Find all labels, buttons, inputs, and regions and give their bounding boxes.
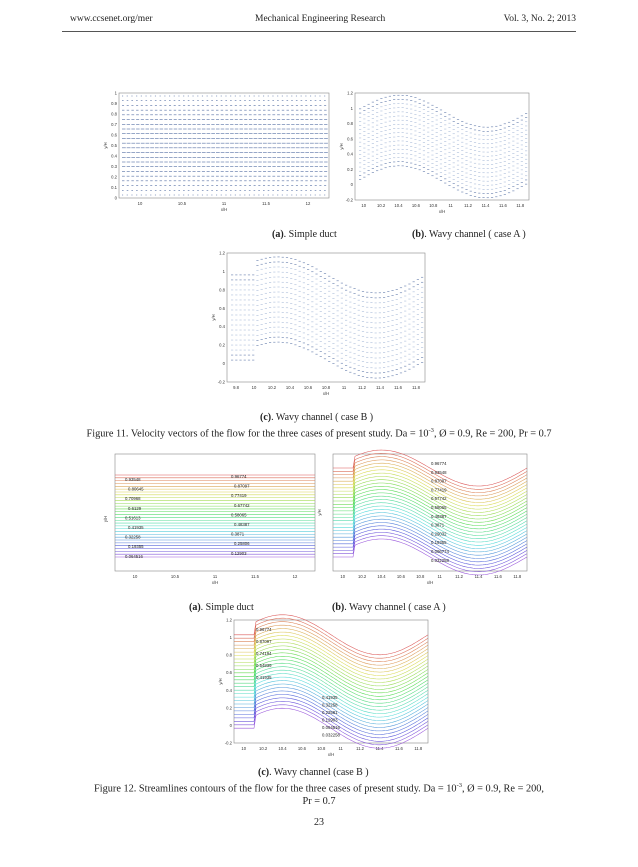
streamline-label: 0.58065 xyxy=(431,505,447,510)
y-tick-label: 0 xyxy=(350,182,353,188)
plot-frame xyxy=(119,93,329,198)
figure-11-caption: Figure 11. Velocity vectors of the flow for the three cases of present study. $Da = 10^{-3}$, Ø = 0.9, Re = 200, Pr = 0.7 xyxy=(86,427,552,440)
streamline xyxy=(333,457,527,493)
x-tick-label: 11.4 xyxy=(481,203,490,208)
y-tick-label: 0.8 xyxy=(347,121,353,127)
streamline xyxy=(333,529,527,565)
streamline xyxy=(333,526,527,562)
x-tick-label: 10.5 xyxy=(170,574,180,579)
x-tick-label: 11.4 xyxy=(375,746,384,751)
streamline xyxy=(333,509,527,545)
plot-frame xyxy=(115,454,315,571)
streamline-label: 0.87097 xyxy=(431,478,447,484)
streamline xyxy=(333,490,527,526)
fig12a-plot xyxy=(97,449,319,589)
x-tick-label: 11 xyxy=(221,201,227,206)
y-tick-label: 0.6 xyxy=(226,670,232,676)
x-tick-label: 11.5 xyxy=(251,574,259,579)
y-tick-label: 0.6 xyxy=(219,305,225,311)
y-tick-label: 1 xyxy=(350,105,353,111)
x-tick-label: 10 xyxy=(340,574,346,579)
streamline xyxy=(333,496,527,532)
y-tick-label: 1 xyxy=(114,90,117,96)
x-axis-label: x/H xyxy=(220,207,228,212)
header-volume: Vol. 3, No. 2; 2013 xyxy=(503,14,576,24)
header-rule xyxy=(62,31,576,32)
streamline xyxy=(333,450,527,486)
streamline-label: 0.93548 xyxy=(431,469,447,475)
y-tick-label: 0.9 xyxy=(111,101,117,106)
x-tick-label: 11.8 xyxy=(414,746,423,751)
streamline-label: 0.58065 xyxy=(231,512,247,518)
fig12a-caption: (a). Simple duct xyxy=(189,602,254,613)
x-tick-label: 11.6 xyxy=(493,574,502,579)
streamline-label: 0.67742 xyxy=(234,502,250,508)
streamline-label: 0.19355 xyxy=(128,544,144,550)
fig11b-plot xyxy=(333,88,533,215)
streamline xyxy=(333,467,527,503)
streamline-label: 0.87097 xyxy=(234,483,250,489)
x-tick-label: 10.4 xyxy=(377,574,386,579)
y-axis-label: y/H xyxy=(103,142,108,149)
fig12c-caption: (c). Wavy channel (case B ) xyxy=(258,767,369,778)
y-axis-label: y/H xyxy=(317,509,322,516)
streamline-label: 0.6129 xyxy=(128,505,142,511)
streamline xyxy=(333,460,527,496)
streamline-label: 0.70968 xyxy=(125,496,141,502)
streamline-label: 0.54839 xyxy=(256,663,272,668)
streamline-label: 0.51613 xyxy=(125,515,141,521)
x-tick-label: 11.2 xyxy=(358,385,366,390)
fig11c-plot xyxy=(205,248,429,398)
streamline-label: 0.41935 xyxy=(322,695,338,700)
y-tick-label: -0.2 xyxy=(345,197,353,203)
x-axis-label: x/H xyxy=(322,391,330,396)
streamline xyxy=(333,519,527,555)
streamline xyxy=(333,523,527,559)
x-tick-label: 10.6 xyxy=(411,203,420,208)
x-tick-label: 10.4 xyxy=(394,203,403,208)
streamline-label: 0.77419 xyxy=(231,493,247,499)
x-tick-label: 12 xyxy=(305,201,311,206)
fig11b-caption: (b). Wavy channel ( case A ) xyxy=(412,229,526,240)
y-tick-label: 0.2 xyxy=(226,705,232,711)
streamline xyxy=(333,536,527,572)
header-journal: Mechanical Engineering Research xyxy=(255,14,386,24)
y-tick-label: 1.2 xyxy=(347,90,353,96)
y-tick-label: 1 xyxy=(222,268,225,274)
y-tick-label: 1.2 xyxy=(219,250,225,256)
x-tick-label: 10.8 xyxy=(321,385,331,390)
y-axis-label: y/H xyxy=(339,143,344,150)
x-tick-label: 11.2 xyxy=(464,203,473,208)
y-axis-label: y/H xyxy=(103,515,108,523)
x-tick-label: 11.8 xyxy=(412,385,420,390)
x-tick-label: 11 xyxy=(212,574,218,579)
x-axis-label: x/H xyxy=(426,580,434,585)
streamline-label: 0.80645 xyxy=(128,486,144,492)
x-tick-label: 11 xyxy=(341,385,347,390)
streamline xyxy=(333,473,527,509)
y-tick-label: 0.4 xyxy=(111,153,117,159)
x-tick-label: 11.8 xyxy=(516,203,525,208)
x-tick-label: 10 xyxy=(132,574,138,579)
streamline-label: 0.48387 xyxy=(234,522,250,527)
y-tick-label: 0 xyxy=(229,722,232,728)
y-tick-label: 0.5 xyxy=(111,143,117,148)
streamline xyxy=(333,506,527,542)
fig11a-plot xyxy=(97,88,333,215)
x-tick-label: 10 xyxy=(137,201,143,206)
streamline-label: 0.032258 xyxy=(431,557,449,563)
x-axis-label: x/H xyxy=(327,752,335,757)
streamline-label: 0.3871 xyxy=(431,522,445,528)
streamline-label: 0.41935 xyxy=(128,525,144,530)
x-tick-label: 11.6 xyxy=(394,385,402,390)
y-tick-label: 0.4 xyxy=(226,687,232,693)
x-tick-label: 12 xyxy=(292,574,298,579)
y-tick-label: 0.7 xyxy=(111,122,117,127)
streamline xyxy=(333,539,527,575)
page-number: 23 xyxy=(314,817,324,828)
y-tick-label: 0.6 xyxy=(347,136,353,142)
streamline-label: 0.064516 xyxy=(125,553,143,559)
figure-12-caption: Figure 12. Streamlines contours of the flow for the three cases of present study. $Da = 10^{-3}$, Ø = 0.9, Re = 200, Pr = 0.7 xyxy=(94,782,544,808)
x-tick-label: 11.4 xyxy=(474,574,483,579)
x-tick-label: 10 xyxy=(251,385,257,390)
x-tick-label: 10.2 xyxy=(377,203,386,208)
streamline-label: 0.064516 xyxy=(322,725,340,730)
y-axis-label: y/H xyxy=(211,314,216,321)
streamline-label: 0.12903 xyxy=(322,717,338,723)
streamline-label: 0.96774 xyxy=(256,627,272,632)
streamline xyxy=(333,503,527,539)
streamline-label: 0.96774 xyxy=(231,474,247,479)
y-tick-label: 1.2 xyxy=(226,617,232,623)
x-tick-label: 10.4 xyxy=(278,746,287,751)
streamline-label: 0.32258 xyxy=(125,534,141,540)
x-tick-label: 11.2 xyxy=(455,574,464,579)
streamline xyxy=(333,513,527,552)
y-tick-label: 0.3 xyxy=(111,164,117,169)
x-tick-label: 11 xyxy=(338,746,343,751)
y-tick-label: 0 xyxy=(222,361,225,367)
y-tick-label: -0.2 xyxy=(224,740,232,746)
x-tick-label: 11.6 xyxy=(394,746,403,751)
streamline xyxy=(333,483,527,519)
streamline xyxy=(333,463,527,502)
x-tick-label: 10 xyxy=(361,203,367,208)
streamline-label: 0.74194 xyxy=(256,651,272,656)
y-tick-label: 0.4 xyxy=(219,324,225,330)
y-tick-label: 0.1 xyxy=(111,185,117,190)
plot-frame xyxy=(355,93,529,200)
streamline-label: 0.12903 xyxy=(231,550,247,556)
streamline xyxy=(333,453,527,489)
plot-frame xyxy=(227,253,425,382)
fig11c-caption: (c). Wavy channel ( case B ) xyxy=(260,412,374,423)
streamline-label: 0.22581 xyxy=(322,710,338,715)
streamline-label: 0.25806 xyxy=(234,541,250,547)
streamline-label: 0.29032 xyxy=(431,531,447,537)
streamline-label: 0.19355 xyxy=(431,540,447,546)
y-tick-label: -0.2 xyxy=(217,379,225,385)
y-tick-label: 0.8 xyxy=(219,287,225,293)
streamline-label: 0.67742 xyxy=(431,496,447,502)
x-tick-label: 10.8 xyxy=(317,746,326,751)
x-tick-label: 10.5 xyxy=(177,201,187,206)
streamline-label: 0.77419 xyxy=(431,487,447,493)
x-tick-label: 11.4 xyxy=(376,385,384,390)
x-tick-label: 11 xyxy=(437,574,442,579)
streamline-label: 0.93548 xyxy=(125,477,141,482)
x-tick-label: 10 xyxy=(241,746,247,751)
x-tick-label: 9.8 xyxy=(233,385,239,390)
streamline-label: 0.3871 xyxy=(231,531,245,537)
streamline xyxy=(333,493,527,529)
y-tick-label: 0.2 xyxy=(219,342,225,348)
y-tick-label: 0.8 xyxy=(226,652,232,658)
x-axis-label: x/H xyxy=(211,580,219,585)
x-tick-label: 10.4 xyxy=(285,385,295,390)
x-axis-label: x/H xyxy=(438,209,446,214)
streamline xyxy=(333,480,527,516)
streamline xyxy=(333,486,527,522)
x-tick-label: 10.8 xyxy=(429,203,438,208)
x-tick-label: 10.6 xyxy=(303,385,313,390)
y-axis-label: y/H xyxy=(218,678,223,685)
streamline xyxy=(333,513,527,549)
y-tick-label: 1 xyxy=(229,635,232,641)
x-tick-label: 10.6 xyxy=(396,574,405,579)
y-tick-label: 0.2 xyxy=(347,166,353,172)
y-tick-label: 0.4 xyxy=(347,151,353,157)
x-tick-label: 11.2 xyxy=(356,746,365,751)
fig12b-plot xyxy=(319,449,531,589)
streamline xyxy=(333,499,527,535)
x-tick-label: 10.6 xyxy=(297,746,306,751)
streamline xyxy=(333,476,527,512)
streamline-label: 0.32258 xyxy=(322,702,338,708)
streamline-label: 0.48387 xyxy=(431,513,447,519)
x-tick-label: 10.2 xyxy=(267,385,277,390)
streamline-label: 0.41935 xyxy=(256,675,272,680)
streamline-label: 0.96774 xyxy=(431,461,447,466)
streamline xyxy=(333,532,527,568)
fig12c-plot xyxy=(212,615,432,761)
fig12b-caption: (b). Wavy channel ( case A ) xyxy=(332,602,446,613)
fig11a-caption: (a). Simple duct xyxy=(272,229,337,240)
streamline-label: 0.096774 xyxy=(431,549,449,554)
header-url: www.ccsenet.org/mer xyxy=(70,14,153,24)
x-tick-label: 11 xyxy=(448,203,453,208)
x-tick-label: 10.2 xyxy=(358,574,367,579)
x-tick-label: 10.8 xyxy=(416,574,425,579)
streamline xyxy=(333,470,527,506)
x-tick-label: 10.2 xyxy=(259,746,268,751)
y-tick-label: 0.2 xyxy=(111,174,117,180)
y-tick-label: 0.6 xyxy=(111,132,117,138)
x-tick-label: 11.6 xyxy=(498,203,507,208)
x-tick-label: 11.8 xyxy=(513,574,522,579)
x-tick-label: 11.5 xyxy=(262,201,270,206)
streamline-label: 0.87097 xyxy=(256,639,272,644)
y-tick-label: 0.8 xyxy=(111,111,117,117)
streamline-label: 0.032258 xyxy=(322,732,340,738)
y-tick-label: 0 xyxy=(114,195,117,201)
